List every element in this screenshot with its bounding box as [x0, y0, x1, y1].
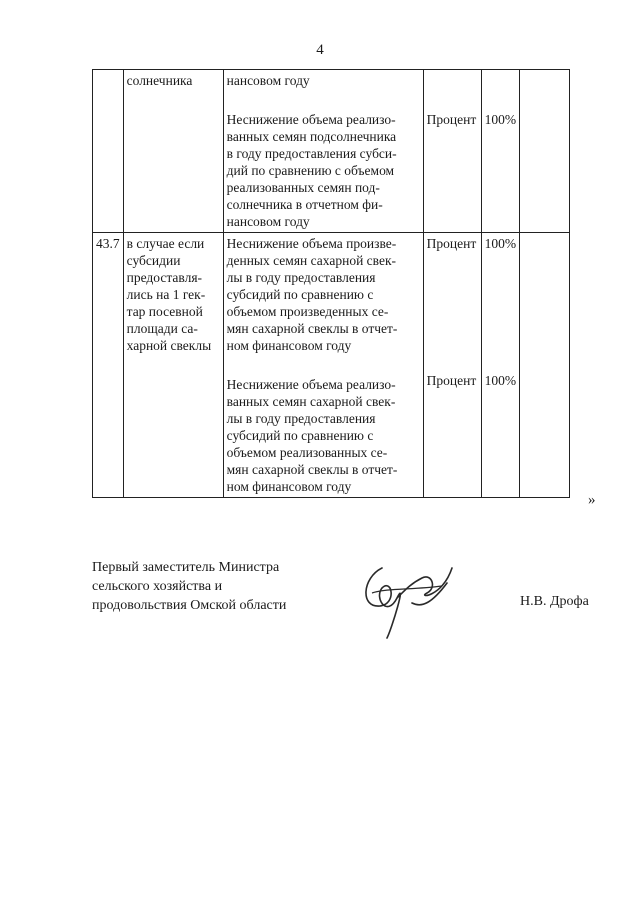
value-text: 100%	[484, 373, 517, 388]
indicator-text: Неснижение объема реализо- ванных семян сахарной свек- лы в году предоставления субсидий по сравнению с объемом реализованных се- мян сахарной свеклы в отчет- ном финансовом году	[226, 377, 398, 494]
indicator-text: Неснижение объема реализо- ванных семян подсолнечника в году предоставления субси- дий по сравнению с объемом реализованных семян под- солнечника в отчетном фи- нансовом году	[226, 112, 397, 229]
unit-text: Процент	[426, 112, 477, 127]
closing-quote: »	[588, 492, 596, 508]
handwritten-signature	[352, 548, 462, 640]
indicator-text: нансовом году	[226, 73, 310, 88]
signatory-name: Н.В. Дрофа	[520, 594, 589, 609]
value-cell	[481, 70, 520, 233]
row-number: 43.7	[96, 236, 120, 251]
value-cell	[481, 233, 520, 498]
table-row	[93, 233, 570, 498]
indicator-cell	[223, 233, 423, 498]
condition-text: в случае если субсидии предоставля- лись на 1 гек- тар посевной площади са- харной свеклы	[126, 236, 212, 353]
indicators-table	[92, 69, 570, 498]
unit-cell	[423, 233, 481, 498]
value-text: 100%	[484, 112, 517, 127]
table-row	[93, 70, 570, 233]
signatory-title: Первый заместитель Министра сельского хозяйства и продовольствия Омской области	[92, 560, 287, 613]
condition-cell	[123, 233, 223, 498]
value-text: 100%	[484, 236, 517, 251]
indicator-cell	[223, 70, 423, 233]
condition-text: солнечника	[126, 73, 193, 88]
empty-cell	[520, 70, 570, 233]
empty-cell	[520, 233, 570, 498]
unit-cell	[423, 70, 481, 233]
row-number-cell	[93, 233, 124, 498]
page-number: 4	[316, 42, 324, 58]
condition-cell	[123, 70, 223, 233]
unit-text: Процент	[426, 236, 477, 251]
indicator-text: Неснижение объема произве- денных семян сахарной свек- лы в году предоставления субсидий по сравнению с объемом произведенных се- мян сахарной свеклы в отчет- ном финансовом году	[226, 236, 398, 353]
unit-text: Процент	[426, 373, 477, 388]
row-number-cell	[93, 70, 124, 233]
